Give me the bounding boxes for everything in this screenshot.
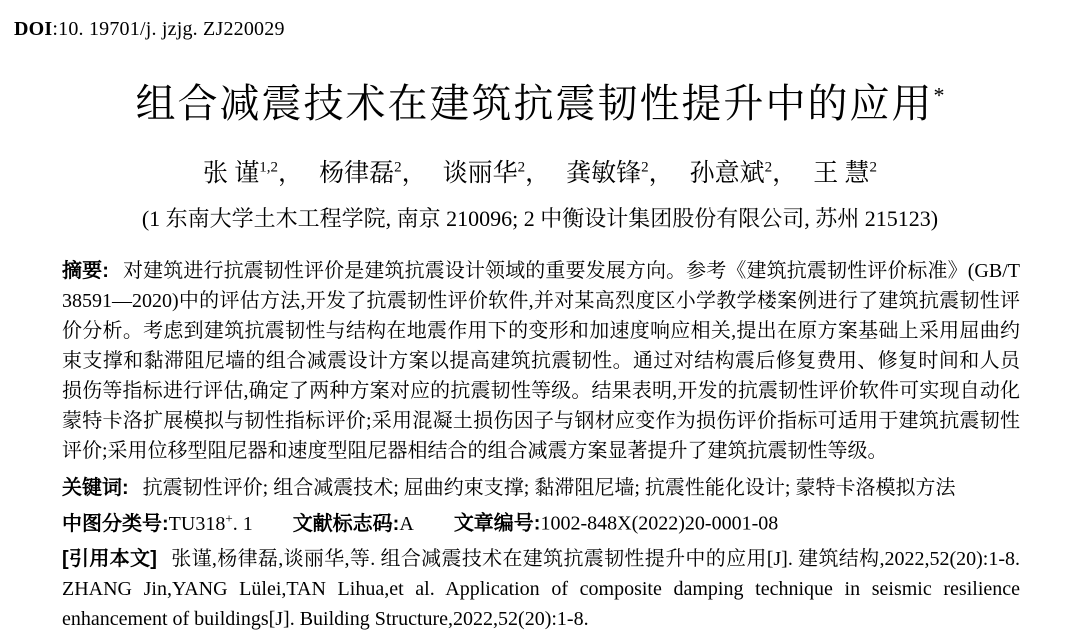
- doi-line: [14, 18, 285, 41]
- document-code-value: A: [399, 512, 414, 535]
- keywords-paragraph: [62, 473, 1020, 503]
- author-affiliation-marker: 2: [764, 159, 773, 176]
- title-footnote-marker: *: [933, 82, 945, 108]
- classification-line: [62, 503, 1020, 539]
- document-code: [293, 513, 414, 535]
- author-name: 张 谨: [203, 160, 260, 187]
- doi-label: DOI: [14, 18, 53, 40]
- clc-value-tail: . 1: [232, 512, 253, 535]
- paper-title-text: 组合减震技术在建筑抗震韧性提升中的应用: [135, 81, 934, 126]
- article-id-value: 1002-848X(2022)20-0001-08: [540, 512, 779, 535]
- article-id-label: 文章编号:: [453, 512, 541, 535]
- author-affiliation-marker: 2: [869, 159, 877, 176]
- keywords-text: 抗震韧性评价; 组合减震技术; 屈曲约束支撑; 黏滞阻尼墙; 抗震性能化设计; 蒙特卡洛模拟方法: [142, 477, 956, 499]
- article-id: [454, 513, 778, 535]
- author-name: 龚敏锋: [566, 160, 642, 187]
- author-affiliation-marker: 2: [394, 159, 402, 176]
- author-separator: ，: [278, 160, 304, 187]
- document-code-label: 文献标志码:: [292, 512, 400, 535]
- clc-label: 中图分类号:: [62, 512, 169, 535]
- abstract-paragraph: [62, 256, 1020, 466]
- abstract-text: 对建筑进行抗震韧性评价是建筑抗震设计领域的重要发展方向。参考《建筑抗震韧性评价标准》(GB/T 38591—2020)中的评估方法,开发了抗震韧性评价软件,并对某高烈度区小学教学楼案例进行了建筑抗震韧性评价分析。考虑到建筑抗震韧性与结构在地震作用下的变形和加速度响应相关,提出在原方案基础上采用屈曲约束支撑和黏滞阻尼墙的组合减震设计方案以提高建筑抗震韧性。通过对结构震后修复费用、修复时间和人员损伤等指标进行评估,确定了两种方案对应的抗震韧性等级。结果表明,开发的抗震韧性评价软件可实现自动化蒙特卡洛扩展模拟与韧性指标评价;采用混凝土损伤因子与钢材应变作为损伤评价指标可适用于建筑抗震韧性评价;采用位移型阻尼器和速度型阻尼器相结合的组合减震方案显著提升了建筑抗震韧性等级。: [62, 260, 1020, 462]
- author-name: 谈丽华: [442, 160, 518, 187]
- author-separator: ，: [525, 160, 551, 187]
- front-matter-block: [62, 256, 1020, 634]
- author-affiliation-marker: 2: [641, 159, 649, 176]
- author-affiliation-marker: 1,2: [259, 159, 279, 176]
- clc-value-base: TU318: [168, 512, 226, 535]
- author-separator: ，: [772, 160, 798, 187]
- author-separator: ，: [401, 160, 427, 187]
- abstract-label: 摘要:: [62, 260, 109, 282]
- clc-value-superscript: +: [225, 510, 233, 525]
- citation-label: [引用本文]: [62, 547, 157, 570]
- author-name: 王 慧: [813, 160, 870, 187]
- paper-title: [0, 72, 1080, 129]
- authors-line: [0, 153, 1080, 189]
- affiliation-line: (1 东南大学土木工程学院, 南京 210096; 2 中衡设计集团股份有限公司, 苏州 215123): [141, 206, 939, 231]
- clc-number: [62, 510, 253, 535]
- author-affiliation-marker: 2: [517, 159, 526, 176]
- citation-text: 张谨,杨律磊,谈丽华,等. 组合减震技术在建筑抗震韧性提升中的应用[J]. 建筑结构,2022,52(20):1-8. ZHANG Jin,YANG Lülei,TAN Lihua,et al. Application of composite damping technique in seismic resilience enhancement of buildings[J]. Building Structure,2022,52(20):1-8.: [62, 547, 1020, 630]
- author-name: 孙意斌: [689, 160, 765, 187]
- keywords-label: 关键词:: [62, 477, 129, 499]
- author-name: 杨律磊: [319, 160, 395, 187]
- doi-value: :10. 19701/j. jzjg. ZJ220029: [52, 18, 285, 40]
- author-separator: ，: [648, 160, 674, 187]
- citation-paragraph: [62, 544, 1020, 634]
